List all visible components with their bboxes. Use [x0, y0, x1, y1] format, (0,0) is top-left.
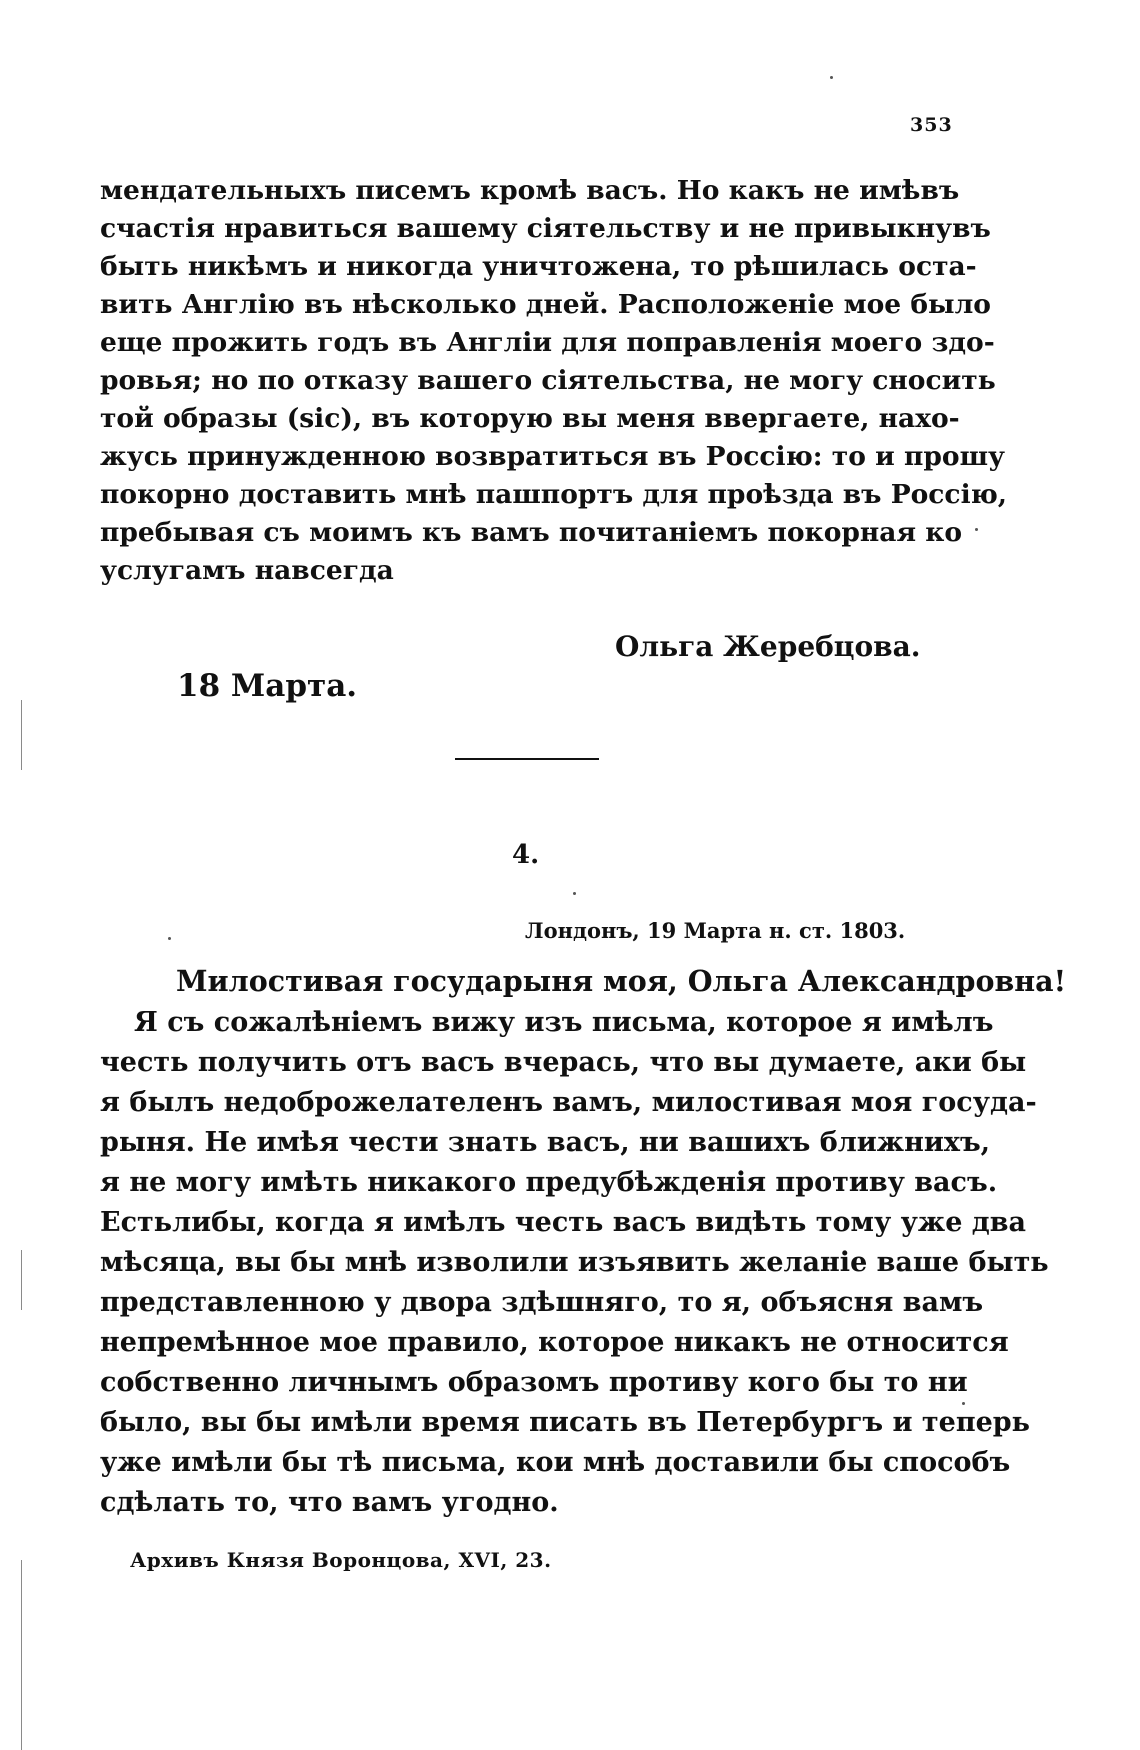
text-line: вить Англію въ нѣсколько дней. Расположеніе мое было: [100, 289, 991, 320]
text-line: жусь принужденною возвратиться въ Россію: то и прошу: [100, 441, 1006, 472]
letter-1-signature: Ольга Жеребцова.: [615, 630, 921, 663]
text-line: Я съ сожалѣніемъ вижу изъ письма, которое я имѣлъ: [134, 1007, 994, 1038]
text-line: мендательныхъ писемъ кромѣ васъ. Но какъ не имѣвъ: [100, 175, 960, 206]
text-line: пребывая съ моимъ къ вамъ почитаніемъ покорная ко: [100, 517, 963, 548]
text-line: уже имѣли бы тѣ письма, кои мнѣ доставили бы способъ: [100, 1447, 1011, 1478]
letter-2-place-date: Лондонъ, 19 Марта н. ст. 1803.: [525, 918, 906, 943]
speck: [573, 892, 576, 895]
source-footnote: Архивъ Князя Воронцова, XVI, 23.: [130, 1548, 552, 1572]
text-line: той образы (sic), въ которую вы меня ввергаете, нахо-: [100, 403, 960, 434]
letter-1-date: 18 Марта.: [177, 668, 358, 704]
left-margin-mark: [21, 1560, 22, 1750]
text-line: я былъ недоброжелателенъ вамъ, милостивая моя госуда-: [100, 1087, 1037, 1118]
letter-1-body: [100, 172, 1008, 590]
text-line: мѣсяца, вы бы мнѣ изволили изъявить желаніе ваше быть: [100, 1247, 1049, 1278]
text-line: услугамъ навсегда: [100, 555, 394, 586]
text-line: еще прожить годъ въ Англіи для поправленія моего здо-: [100, 327, 995, 358]
text-line: рыня. Не имѣя чести знать васъ, ни вашихъ ближнихъ,: [100, 1127, 991, 1158]
speck: [962, 1402, 965, 1405]
page-number: 353: [910, 114, 953, 136]
speck: [975, 528, 978, 531]
text-line: я не могу имѣть никакого предубѣжденія противу васъ.: [100, 1167, 998, 1198]
text-line: представленною у двора здѣшняго, то я, объясня вамъ: [100, 1287, 984, 1318]
left-margin-mark: [21, 1250, 22, 1310]
text-line: непремѣнное мое правило, которое никакъ не относится: [100, 1327, 1009, 1358]
text-line: ровья; но по отказу вашего сіятельства, не могу сносить: [100, 365, 996, 396]
text-line: Естьлибы, когда я имѣлъ честь васъ видѣть тому уже два: [100, 1207, 1027, 1238]
letter-2-body: [100, 1003, 1049, 1523]
section-divider: [455, 758, 599, 760]
text-line: покорно доставить мнѣ пашпортъ для проѣзда въ Россію,: [100, 479, 1008, 510]
left-margin-mark: [21, 700, 22, 770]
text-line: быть никѣмъ и никогда уничтожена, то рѣшилась оста-: [100, 251, 977, 282]
letter-2-salutation: Милостивая государыня моя, Ольга Александровна!: [176, 964, 1067, 998]
text-line: было, вы бы имѣли время писать въ Петербургъ и теперь: [100, 1407, 1030, 1438]
speck: [830, 76, 833, 79]
text-line: собственно личнымъ образомъ противу кого бы то ни: [100, 1367, 968, 1398]
text-line: честь получить отъ васъ вчерась, что вы думаете, аки бы: [100, 1047, 1027, 1078]
text-line: счастія нравиться вашему сіятельству и не привыкнувъ: [100, 213, 991, 244]
text-line: сдѣлать то, что вамъ угодно.: [100, 1487, 559, 1518]
letter-2-number: 4.: [512, 840, 540, 870]
speck: [168, 937, 171, 940]
